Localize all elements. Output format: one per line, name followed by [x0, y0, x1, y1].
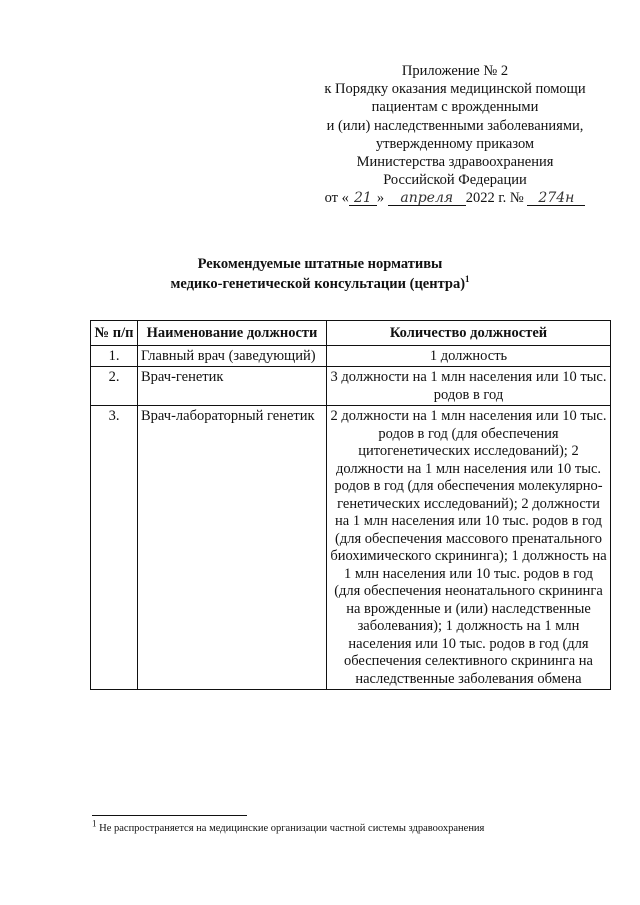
- order-prefix: от «: [324, 190, 349, 207]
- title-line-1: Рекомендуемые штатные нормативы: [197, 256, 443, 272]
- handwritten-month: апреля: [388, 191, 466, 206]
- table-header-row: [91, 321, 611, 346]
- header-count: Количество должностей: [327, 321, 611, 346]
- table-row: [91, 345, 611, 367]
- appendix-line: Приложение № 2: [401, 63, 509, 79]
- appendix-line: утвержденному приказом: [375, 135, 535, 152]
- row-num: 1.: [91, 345, 138, 367]
- footnote-mark: 1: [92, 818, 97, 829]
- row-count: 3 должности на 1 млн населения или 10 тыс. родов в год: [327, 367, 611, 406]
- footnote-divider: [92, 815, 247, 816]
- footnote-text: Не распространяется на медицинские организации частной системы здравоохранения: [99, 823, 485, 834]
- handwritten-day: 21: [349, 191, 377, 206]
- row-name: Врач-лабораторный генетик: [138, 406, 327, 690]
- row-num: 3.: [91, 406, 138, 690]
- handwritten-order-number: 274н: [527, 191, 585, 206]
- header-name: Наименование должности: [138, 321, 327, 346]
- appendix-line: Российской Федерации: [383, 172, 527, 189]
- order-year: 2022 г. №: [465, 190, 524, 207]
- appendix-line: и (или) наследственными заболеваниями,: [326, 117, 584, 134]
- document-title: [60, 254, 580, 294]
- row-count: 2 должности на 1 млн населения или 10 тыс. родов в год (для обеспечения цитогенетических исследований); 2 должности на 1 млн населения или 10 тыс. родов в год (для обеспечения молекулярно-генетических исследований); 2 должности на 1 млн населения или 10 тыс. родов в год (для обеспечения массового пренатального биохимического скрининга); 1 должность на 1 млн населения или 10 тыс. родов в год (для обеспечения неонатального скрининга на врожденные и (или) наследственные заболевания); 1 должность на 1 млн населения или 10 тыс. родов в год (для обеспечения селективного скрининга на наследственные заболевания обмена: [327, 406, 611, 690]
- appendix-header: [300, 62, 610, 208]
- row-name: Врач-генетик: [138, 367, 327, 406]
- order-mid: »: [376, 190, 385, 207]
- title-footnote-mark: 1: [465, 274, 470, 285]
- title-line-2: [60, 274, 580, 294]
- appendix-line: пациентам с врожденными: [371, 99, 539, 116]
- table-row: [91, 406, 611, 690]
- row-count: 1 должность: [327, 345, 611, 367]
- row-num: 2.: [91, 367, 138, 406]
- appendix-line: Министерства здравоохранения: [356, 154, 554, 171]
- appendix-line: к Порядку оказания медицинской помощи: [324, 81, 586, 98]
- row-name: Главный врач (заведующий): [138, 345, 327, 367]
- table-row: [91, 367, 611, 406]
- staffing-table: [90, 320, 611, 690]
- footnote: [92, 818, 485, 835]
- order-date-line: [300, 189, 610, 207]
- title-line-2-text: медико-генетической консультации (центра): [170, 276, 466, 292]
- header-num: № п/п: [91, 321, 138, 346]
